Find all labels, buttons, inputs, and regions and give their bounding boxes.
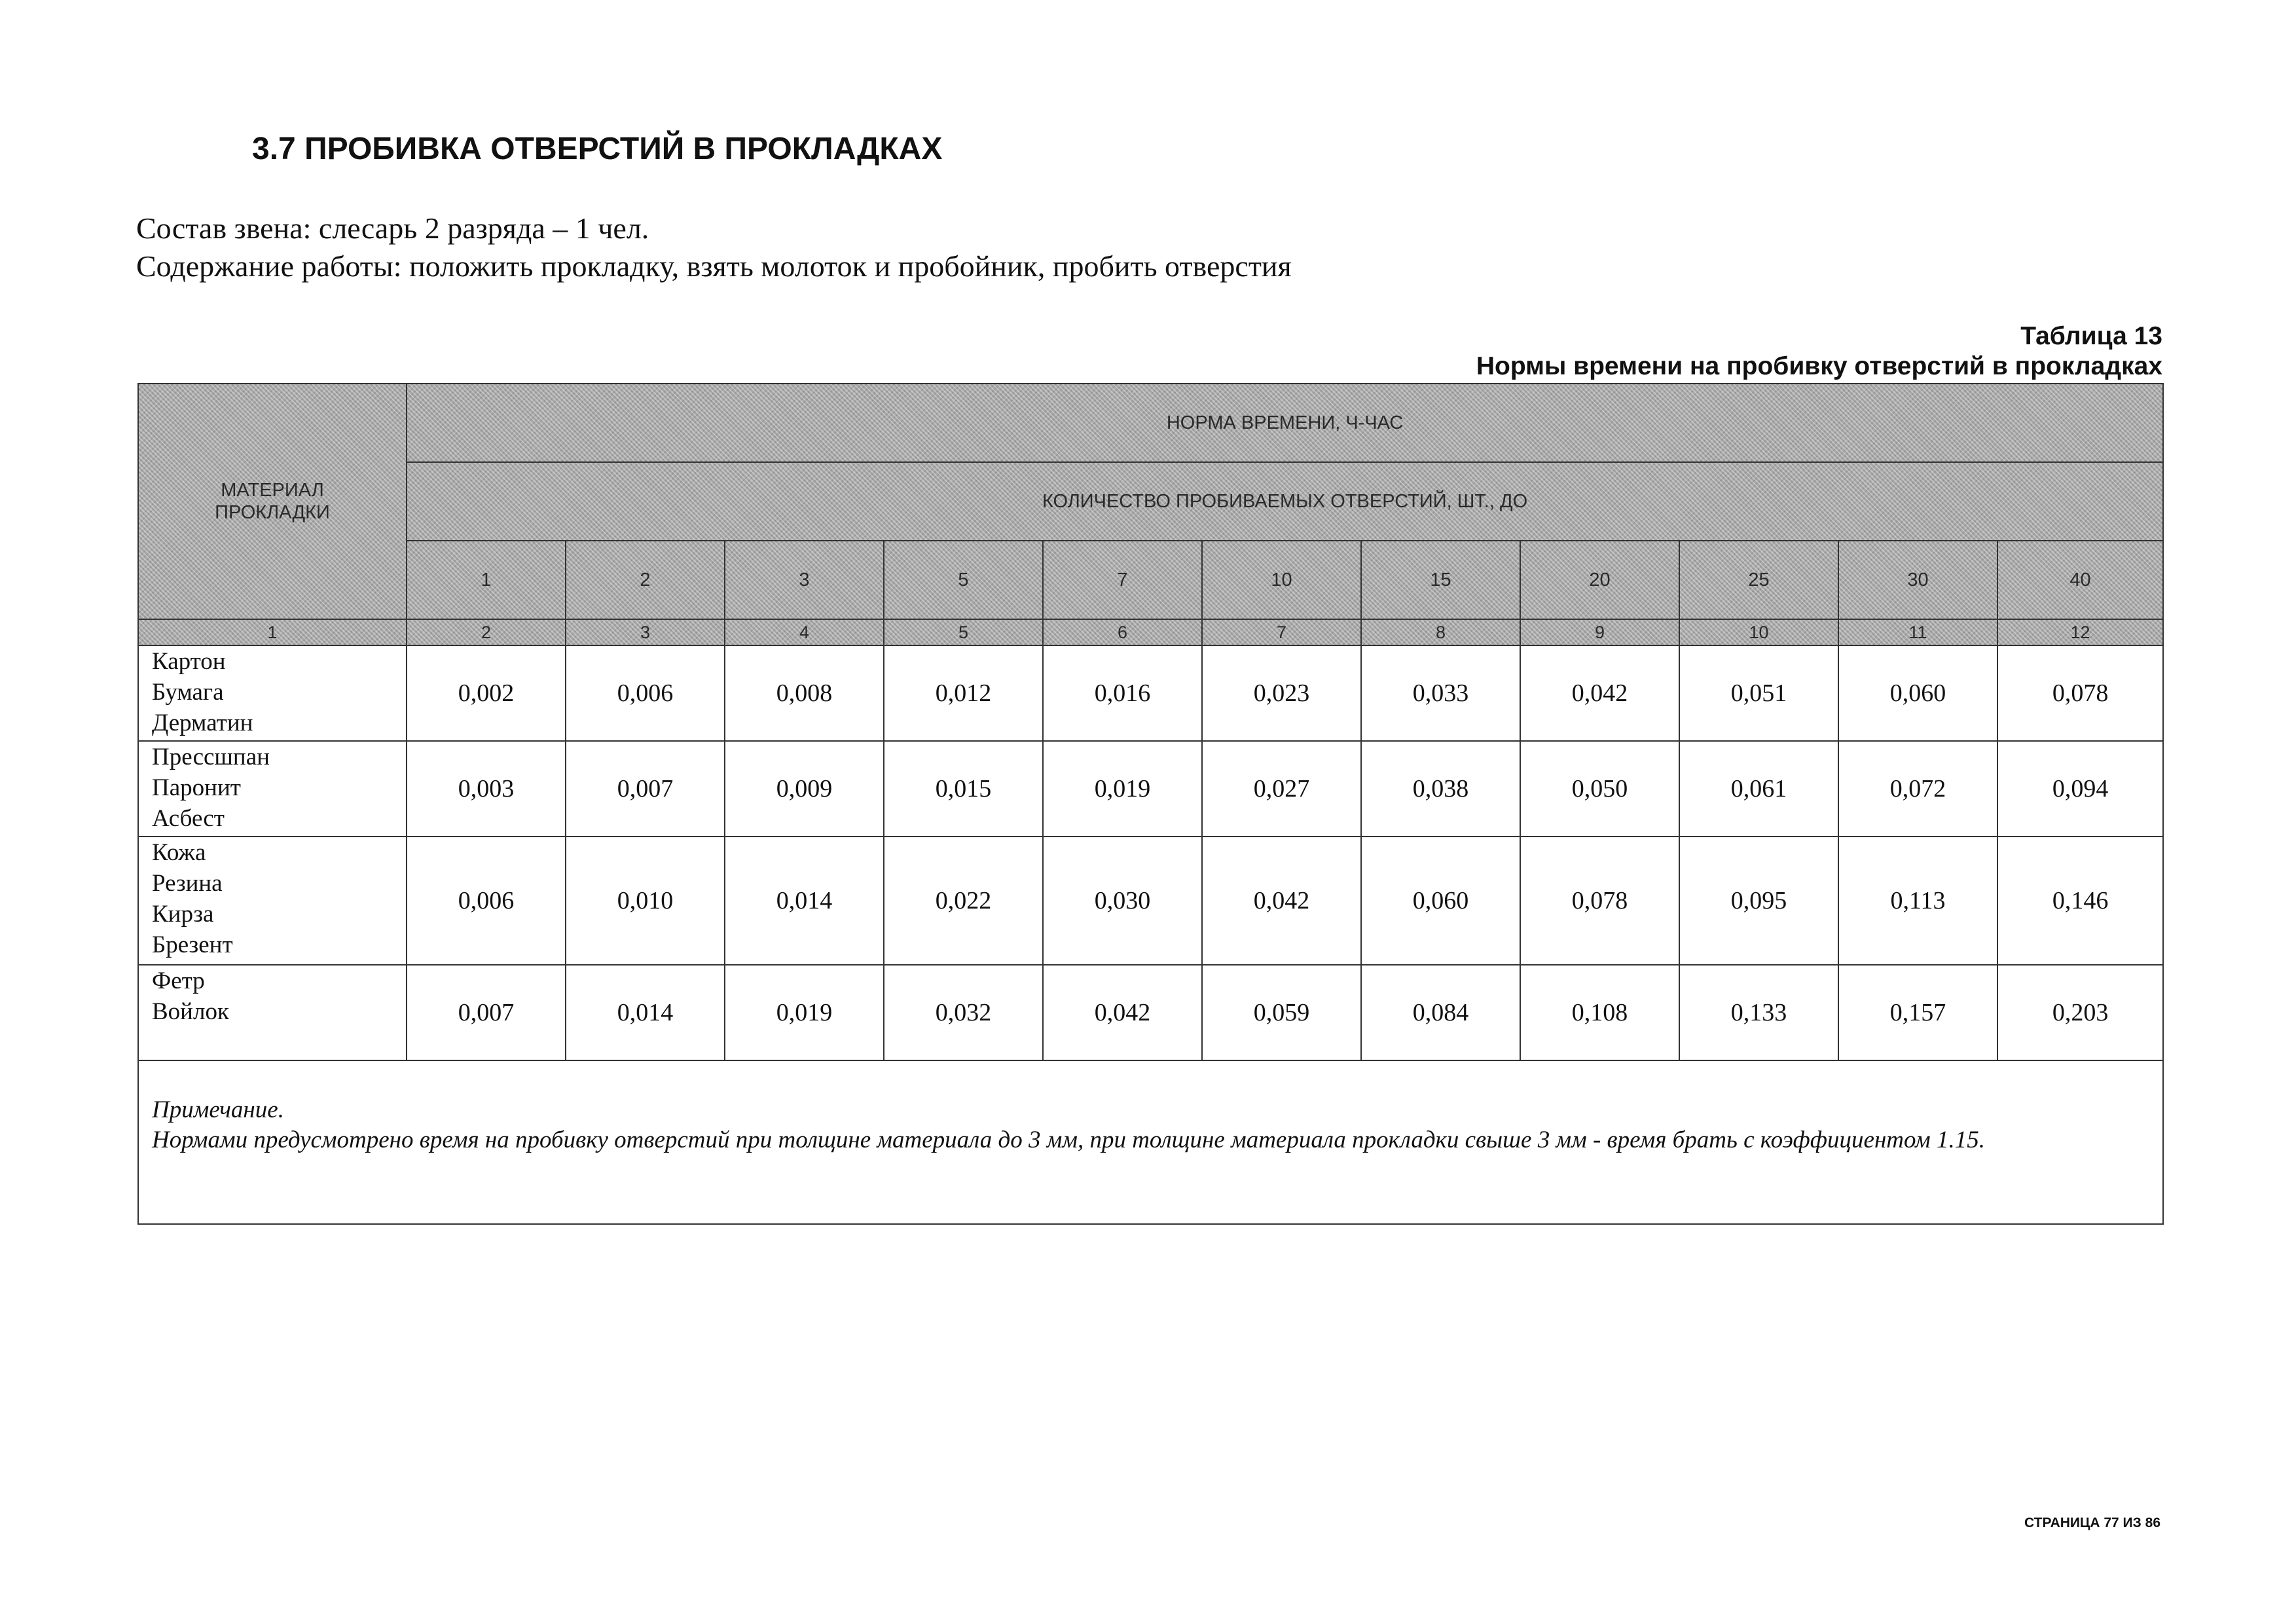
- table-row: [138, 645, 2163, 741]
- norm-header: НОРМА ВРЕМЕНИ, Ч-ЧАС: [407, 384, 2163, 462]
- norm-value-cell: 0,060: [1838, 645, 1997, 741]
- norm-value-cell: 0,003: [407, 741, 566, 837]
- column-number-cell: 11: [1838, 619, 1997, 645]
- count-header-cell: 3: [725, 541, 884, 619]
- header-row-counts: [138, 541, 2163, 619]
- table-number: Таблица 13: [2020, 322, 2162, 350]
- table-row: [138, 965, 2163, 1060]
- note-text: Нормами предусмотрено время на пробивку отверстий при толщине материала до 3 мм, при толщине материала прокладки свыше 3 мм - время брать с коэффициентом 1.15.: [152, 1127, 1985, 1153]
- norm-value-cell: 0,009: [725, 741, 884, 837]
- count-header-cell: 20: [1520, 541, 1679, 619]
- material-cell: [138, 837, 407, 965]
- norm-value-cell: 0,146: [1997, 837, 2163, 965]
- column-number-cell: 1: [138, 619, 407, 645]
- norm-value-cell: 0,133: [1679, 965, 1838, 1060]
- count-header-cell: 15: [1361, 541, 1520, 619]
- count-header-cell: 2: [566, 541, 725, 619]
- norm-value-cell: 0,007: [566, 741, 725, 837]
- material-name: Дерматин: [152, 710, 253, 736]
- material-name: Брезент: [152, 931, 233, 958]
- count-header-cell: 25: [1679, 541, 1838, 619]
- norm-value-cell: 0,027: [1202, 741, 1361, 837]
- material-name: Прессшпан: [152, 744, 270, 770]
- count-header-cell: 40: [1997, 541, 2163, 619]
- norm-value-cell: 0,059: [1202, 965, 1361, 1060]
- norm-value-cell: 0,023: [1202, 645, 1361, 741]
- material-cell: [138, 741, 407, 837]
- note-heading: Примечание.: [152, 1096, 284, 1123]
- material-header-cell: [138, 384, 407, 619]
- norm-value-cell: 0,061: [1679, 741, 1838, 837]
- norm-value-cell: 0,060: [1361, 837, 1520, 965]
- norm-value-cell: 0,008: [725, 645, 884, 741]
- column-number-cell: 8: [1361, 619, 1520, 645]
- material-name: Картон: [152, 648, 226, 675]
- column-number-cell: 2: [407, 619, 566, 645]
- norm-value-cell: 0,050: [1520, 741, 1679, 837]
- norm-value-cell: 0,042: [1043, 965, 1202, 1060]
- norms-table: [137, 383, 2164, 1225]
- norm-value-cell: 0,010: [566, 837, 725, 965]
- norm-value-cell: 0,094: [1997, 741, 2163, 837]
- norm-value-cell: 0,014: [566, 965, 725, 1060]
- material-cell: [138, 645, 407, 741]
- count-header-cell: 7: [1043, 541, 1202, 619]
- norm-value-cell: 0,019: [725, 965, 884, 1060]
- column-number-cell: 12: [1997, 619, 2163, 645]
- count-header-cell: 5: [884, 541, 1043, 619]
- count-header-cell: 10: [1202, 541, 1361, 619]
- count-header-cell: 1: [407, 541, 566, 619]
- column-number-cell: 3: [566, 619, 725, 645]
- norm-value-cell: 0,006: [566, 645, 725, 741]
- norm-value-cell: 0,022: [884, 837, 1043, 965]
- norm-value-cell: 0,032: [884, 965, 1043, 1060]
- norm-value-cell: 0,015: [884, 741, 1043, 837]
- table-row: [138, 741, 2163, 837]
- norm-value-cell: 0,051: [1679, 645, 1838, 741]
- norm-value-cell: 0,033: [1361, 645, 1520, 741]
- table-row: [138, 837, 2163, 965]
- norm-value-cell: 0,012: [884, 645, 1043, 741]
- norm-value-cell: 0,113: [1838, 837, 1997, 965]
- work-content: Содержание работы: положить прокладку, взять молоток и пробойник, пробить отверстия: [136, 249, 1292, 283]
- norm-value-cell: 0,203: [1997, 965, 2163, 1060]
- section-title: 3.7 ПРОБИВКА ОТВЕРСТИЙ В ПРОКЛАДКАХ: [252, 132, 943, 166]
- material-cell: [138, 965, 407, 1060]
- column-number-cell: 4: [725, 619, 884, 645]
- material-name: Асбест: [152, 805, 225, 832]
- norm-value-cell: 0,042: [1520, 645, 1679, 741]
- norm-value-cell: 0,006: [407, 837, 566, 965]
- norm-value-cell: 0,002: [407, 645, 566, 741]
- column-number-cell: 6: [1043, 619, 1202, 645]
- material-name: Бумага: [152, 679, 224, 706]
- note-row: [138, 1060, 2163, 1224]
- norm-value-cell: 0,007: [407, 965, 566, 1060]
- norm-value-cell: 0,019: [1043, 741, 1202, 837]
- norms-table-body: [138, 384, 2163, 1224]
- norm-value-cell: 0,072: [1838, 741, 1997, 837]
- norm-value-cell: 0,108: [1520, 965, 1679, 1060]
- material-name: Фетр: [152, 967, 205, 994]
- note-cell: [138, 1060, 2163, 1224]
- norm-value-cell: 0,014: [725, 837, 884, 965]
- column-number-cell: 9: [1520, 619, 1679, 645]
- material-name: Паронит: [152, 774, 241, 801]
- header-row-norm: [138, 384, 2163, 462]
- material-name: Кирза: [152, 901, 214, 928]
- material-header: МАТЕРИАЛ ПРОКЛАДКИ: [215, 480, 330, 523]
- norm-value-cell: 0,030: [1043, 837, 1202, 965]
- count-header: КОЛИЧЕСТВО ПРОБИВАЕМЫХ ОТВЕРСТИЙ, ШТ., ДО: [407, 462, 2163, 541]
- norm-value-cell: 0,016: [1043, 645, 1202, 741]
- page-footer: СТРАНИЦА 77 ИЗ 86: [2024, 1515, 2160, 1530]
- count-header-cell: 30: [1838, 541, 1997, 619]
- column-numbers-row: [138, 619, 2163, 645]
- norm-value-cell: 0,157: [1838, 965, 1997, 1060]
- norm-value-cell: 0,078: [1997, 645, 2163, 741]
- table-title: Нормы времени на пробивку отверстий в прокладках: [1476, 352, 2162, 380]
- crew-composition: Состав звена: слесарь 2 разряда – 1 чел.: [136, 211, 649, 245]
- material-name: Кожа: [152, 839, 206, 866]
- header-row-count: [138, 462, 2163, 541]
- material-name: Резина: [152, 870, 223, 897]
- norm-value-cell: 0,095: [1679, 837, 1838, 965]
- norm-value-cell: 0,084: [1361, 965, 1520, 1060]
- material-name: Войлок: [152, 998, 229, 1025]
- column-number-cell: 7: [1202, 619, 1361, 645]
- norm-value-cell: 0,078: [1520, 837, 1679, 965]
- column-number-cell: 10: [1679, 619, 1838, 645]
- norm-value-cell: 0,038: [1361, 741, 1520, 837]
- column-number-cell: 5: [884, 619, 1043, 645]
- norm-value-cell: 0,042: [1202, 837, 1361, 965]
